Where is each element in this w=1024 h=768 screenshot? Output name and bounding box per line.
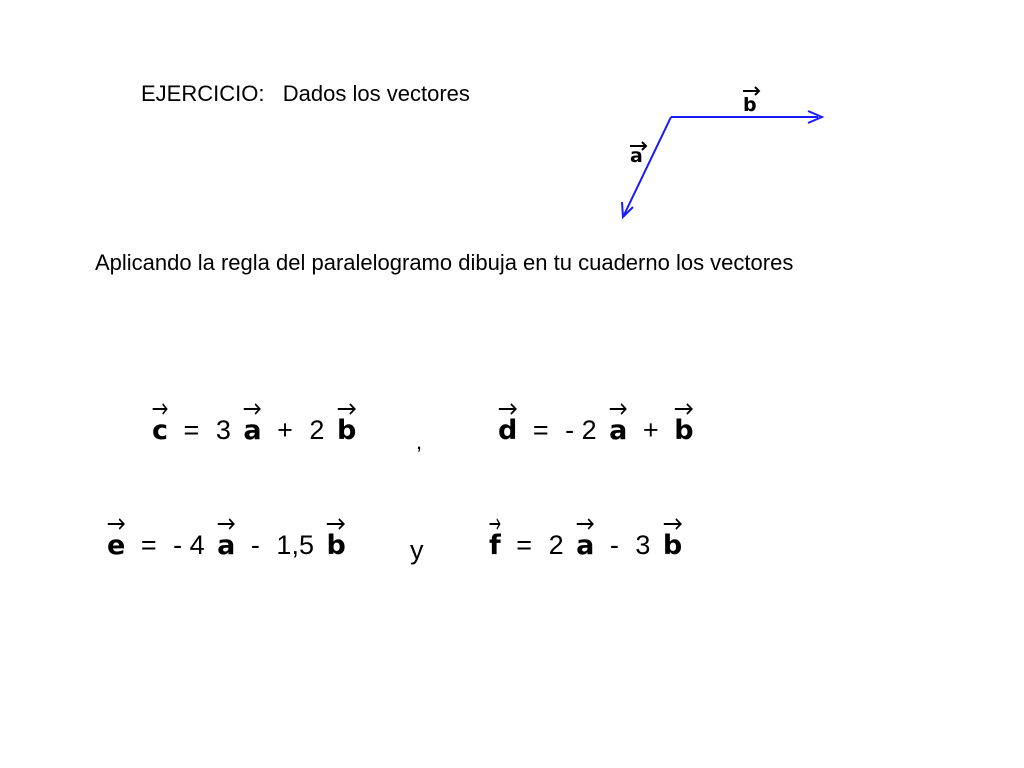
vector-b-symbol: b [674,408,693,448]
instruction-text: Aplicando la regla del paralelogramo dibuja en tu cuaderno los vectores [95,250,794,275]
operator: + [277,415,293,445]
equals-sign: = [532,415,549,445]
vector-b-symbol: b [326,523,345,563]
vector-arrow-icon [326,517,345,531]
vector-b-symbol: b [663,523,682,563]
equals-sign: = [140,530,157,560]
exercise-title: EJERCICIO: Dados los vectores [141,81,470,106]
vector-a-symbol: a [576,523,594,563]
vector-arrow-icon [243,402,261,416]
vector-a-symbol: a [243,408,261,448]
vector-d-symbol: d [498,408,517,448]
vector-arrow-icon [609,402,627,416]
vector-a-label: a [630,145,643,167]
equation-c [150,408,358,448]
vector-c-symbol: c [152,408,168,448]
coefficient-a: 2 [548,530,564,560]
conjunction-text: y [410,535,424,565]
coefficient-b: 1,5 [276,530,314,560]
vector-arrow-icon [663,517,682,531]
coefficient-b: 3 [635,530,651,560]
coefficient-b: 2 [309,415,325,445]
equation-separator: , [416,429,423,454]
vector-arrow-icon [576,517,594,531]
vector-arrow-icon [217,517,235,531]
vector-a-symbol: a [217,523,235,563]
vector-a-symbol: a [609,408,627,448]
vector-b-label: b [743,94,757,116]
operator: - [609,530,619,560]
vector-arrow-icon [489,517,501,531]
equation-d [496,408,696,448]
equation-f [487,523,684,563]
coefficient-a: - 2 [565,415,597,445]
coefficient-a: 3 [215,415,231,445]
coefficient-a: - 4 [173,530,205,560]
vector-arrow-icon [152,402,168,416]
vector-arrow-icon [107,517,125,531]
equals-sign: = [183,415,200,445]
vector-e-symbol: e [107,523,125,563]
operator: + [642,415,659,445]
vector-arrow-icon [337,402,356,416]
vector-b-symbol: b [337,408,356,448]
equals-sign: = [516,530,533,560]
vector-arrow-icon [674,402,693,416]
equation-e [105,523,348,563]
vector-f-symbol: f [489,523,501,563]
operator: - [250,530,260,560]
vector-diagram [600,78,840,228]
vector-arrow-icon [498,402,517,416]
